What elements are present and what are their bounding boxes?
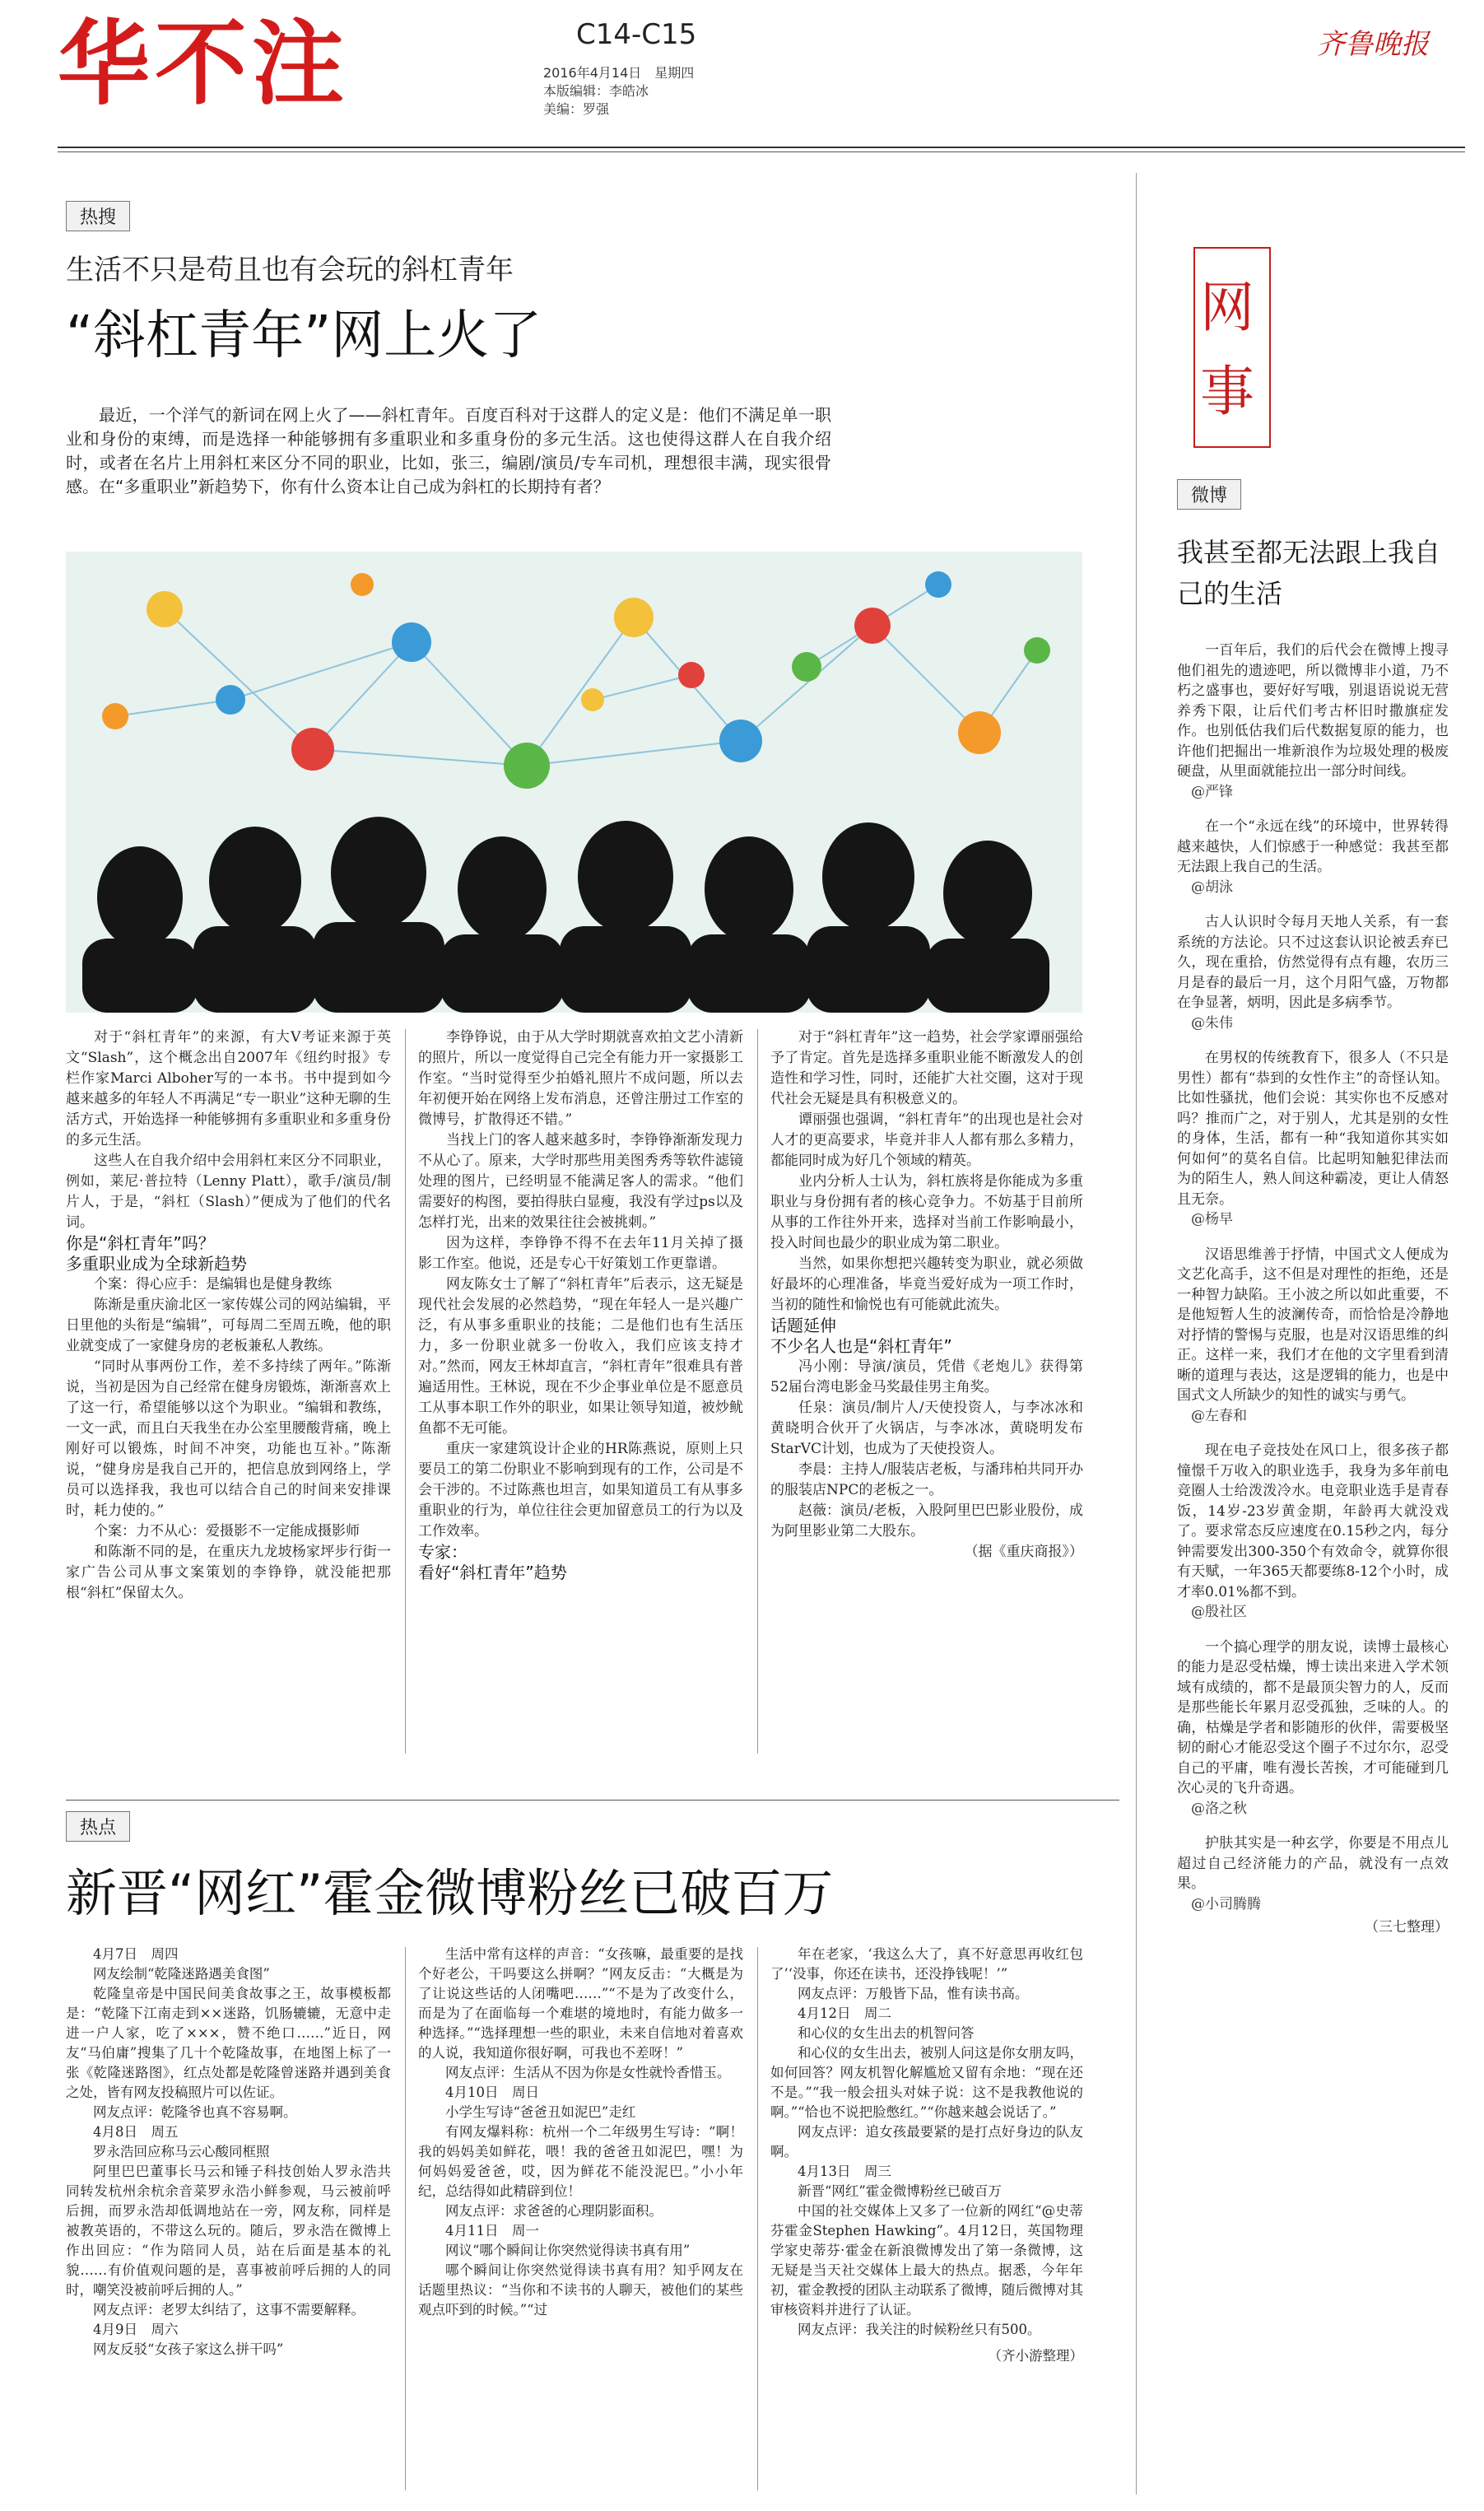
source-credit: （据《重庆商报》） <box>964 1544 1083 1560</box>
article-paragraph: 对于“斜杠青年”的来源，有大V考证来源于英文“Slash”，这个概念出自2007年《纽约时报》专栏作家Marci Alboher写的一本书。书中提到如今越来越多的年轻人不再满足“专一职业”这种无聊的生活方式，开始选择一种能够拥有多重职业和多重身份的多元生活。 <box>66 1029 391 1148</box>
article-paragraph: 和陈渐不同的是，在重庆九龙坡杨家坪步行街一家广告公司从事文案策划的李铮铮，就没能把那根“斜杠”保留太久。 <box>66 1544 391 1601</box>
weibo-author: @严锋 <box>1191 783 1233 800</box>
article-paragraph: 业内分析人士认为，斜杠族将是你能成为多重职业与身份拥有者的核心竞争力。不妨基于目前所从事的工作往外开来，选择对当前工作影响最小，投入时间也最少的职业成为第二职业。 <box>770 1173 1083 1251</box>
masthead-rule-thin <box>58 151 1465 152</box>
section-subhead: 你是“斜杠青年”吗？ <box>66 1233 215 1253</box>
diary-item-title: 网友绘制“乾隆迷路遇美食图” <box>93 1966 270 1982</box>
netizen-comment: 网友点评：老罗太纠结了，这事不需要解释。 <box>93 2302 365 2318</box>
article-paragraph: 重庆一家建筑设计企业的HR陈燕说，原则上只要员工的第二份职业不影响到现有的工作，公司是不会干涉的。不过陈燕也坦言，如果知道员工有从事多重职业的行为，单位往往会更加留意员工的行为以及工作效率。 <box>418 1441 743 1540</box>
article-paragraph: 和心仪的女生出去，被别人问这是你女朋友吗，如何回答？网友机智化解尴尬又留有余地：“现在还不是。”“我一般会扭头对妹子说：这不是我教他说的啊。”“恰也不说把脸憋红。”“你越来越会说话了。” <box>770 2045 1083 2120</box>
weibo-author: @杨早 <box>1191 1211 1233 1228</box>
diary-item-title: 新晋“网红”霍金微博粉丝已破百万 <box>798 2183 1002 2199</box>
article1-column-2 <box>418 1027 743 1583</box>
badge-char: 事 <box>1200 360 1254 423</box>
masthead <box>0 0 1484 136</box>
article-paragraph: 李晨：主持人/服装店老板，与潘玮柏共同开办的服装店NPC的老板之一。 <box>770 1461 1083 1498</box>
netizen-comment: 网友点评：万般皆下品，惟有读书高。 <box>798 1986 1029 2001</box>
diary-date: 4月12日 周二 <box>798 2006 891 2021</box>
article-paragraph: 网友陈女士了解了“斜杠青年”后表示，这无疑是现代社会发展的必然趋势，“现在年轻人一是兴趣广泛，有从事多重职业的技能；二是他们也有生活压力，多一份职业就多一份收入，我们应该支持才对。”然而，网友王林却直言，“斜杠青年”很难具有普遍适用性。王林说，现在不少企事业单位是不愿意员工从事本职工作外的职业，如果让领导知道，被炒鱿鱼都不无可能。 <box>418 1276 743 1437</box>
network-silhouette-graphic <box>66 552 1082 1013</box>
section-subhead: 多重职业成为全球新趋势 <box>66 1254 247 1274</box>
article-paragraph: 生活中常有这样的声音：“女孩嘛，最重要的是找个好老公，干吗要这么拼啊？”网友反击：“大概是为了让说这些话的人闭嘴吧……”“不是为了改变什么，而是为了在面临每一个难堪的境地时，有能力做多一种选择。”“选择理想一些的职业，未来自信地对着喜欢的人说，我知道你很好啊，可我也不差呀！” <box>418 1946 743 2061</box>
sidebar-headline: 我甚至都无法跟上我自己的生活 <box>1177 537 1441 609</box>
sidebar-credit: （三七整理） <box>1365 1919 1449 1936</box>
weibo-post: 一个搞心理学的朋友说，读博士最核心的能力是忍受枯燥，博士读出来进入学术领域有成绩的，都不是最顶尖智力的人，反而是那些能长年累月忍受孤独，乏味的人。的确，枯燥是学者和影随形的伙伴，需要极坚韧的耐心才能忍受这个圈子不过尔尔，忍受自己的平庸，唯有漫长苦挨，才可能碰到几次心灵的飞升奇遇。 <box>1177 1638 1449 1796</box>
article-paragraph: 年在老家，‘我这么大了，真不好意思再收红包了’‘没事，你还在读书，还没挣钱呢！’” <box>770 1946 1083 1982</box>
section-tag-hotspot: 热点 <box>66 1811 130 1842</box>
netizen-comment: 网友点评：生活从不因为你是女性就怜香惜玉。 <box>445 2065 731 2080</box>
diary-date: 4月7日 周四 <box>93 1946 179 1962</box>
diary-item-title: 和心仪的女生出去的机智问答 <box>798 2025 975 2041</box>
article2-column-1 <box>66 1945 391 2360</box>
sidebar-column-badge <box>1193 247 1271 448</box>
article2-headline: 新晋“网红”霍金微博粉丝已破百万 <box>66 1863 834 1923</box>
netizen-comment: 网友点评：追女孩最要紧的是打点好身边的队友啊。 <box>770 2124 1083 2159</box>
article-paragraph: “同时从事两份工作，差不多持续了两年。”陈渐说，当初是因为自己经常在健身房锻炼，渐渐喜欢上了这一行，希望能够以这个为职业。“编辑和教练，一文一武，而且白天我坐在办公室里腰酸背痛，晚上刚好可以锻炼，时间不冲突，功能也互补。”陈渐说，“健身房是我自己开的，把信息放到网络上，学员可以选择我，我也可以结合自己的时间来安排课时，耗力使的。” <box>66 1358 391 1519</box>
weibo-post: 在男权的传统教育下，很多人（不只是男性）都有“恭到的女性作主”的奇怪认知。比如性骚扰，他们会说：其实你也不反感对吗？推而广之，对于别人，尤其是别的女性的身体，生活，都有一种“我知道你其实如何如何”的莫名自信。比起明知触犯律法而为的陌生人，熟人间这种霸凌，更让人倩怒且无奈。 <box>1177 1050 1449 1208</box>
masthead-rule <box>58 147 1465 148</box>
article-paragraph: 李铮铮说，由于从大学时期就喜欢拍文艺小清新的照片，所以一度觉得自己完全有能力开一家摄影工作室。“当时觉得至少拍婚礼照片不成问题，所以去年初便开始在网络上发布消息，还曾注册过工作室的微博号，扩散得还不错。” <box>418 1029 743 1128</box>
column-divider <box>405 1947 406 2490</box>
article-paragraph: 乾隆皇帝是中国民间美食故事之王，故事模板都是：“乾隆下江南走到××迷路，饥肠辘辘，无意中走进一户人家，吃了×××，赞不绝口……”近日，网友“马伯庸”搜集了几十个乾隆故事，在地图上标了一张《乾隆迷路图》，红点处都是乾隆曾迷路并遇到美食之处，皆有网友投稿照片可以佐证。 <box>66 1986 391 2100</box>
article-headline: “斜杠青年”网上火了 <box>66 305 542 366</box>
article-paragraph: 哪个瞬间让你突然觉得读书真有用？知乎网友在话题里热议：“当你和不读书的人聊天，被他们的某些观点吓到的时候。”“过 <box>418 2262 743 2318</box>
article-paragraph: 任泉：演员/制片人/天使投资人，与李冰冰和黄晓明合伙开了火锅店，与李冰冰，黄晓明发布StarVC计划，也成为了天使投资人。 <box>770 1400 1083 1457</box>
article-paragraph: 中国的社交媒体上又多了一位新的网红“@史蒂芬霍金Stephen Hawking”。4月12日，英国物理学家史蒂芬·霍金在新浪微博发出了第一条微博，这无疑是当天社交媒体上最大的热点。据悉，今年年初，霍金教授的团队主动联系了微博，随后微博对其审核资料并进行了认证。 <box>770 2203 1083 2318</box>
article-paragraph: 有网友爆料称：杭州一个二年级男生写诗：“啊！我的妈妈美如鲜花，喂！我的爸爸丑如泥巴，嘿！为何妈妈爱爸爸，哎，因为鲜花不能没泥巴。”小小年纪，总结得如此精辟到位！ <box>418 2124 743 2199</box>
article1-column-1 <box>66 1027 391 1604</box>
diary-date: 4月11日 周一 <box>445 2223 539 2238</box>
diary-item-title: 网友反驳“女孩子家这么拼干吗” <box>93 2341 284 2357</box>
article-paragraph: 赵薇：演员/老板，入股阿里巴巴影业股份，成为阿里影业第二大股东。 <box>770 1502 1083 1540</box>
netizen-comment: 网友点评：求爸爸的心理阴影面积。 <box>445 2203 663 2219</box>
article2-column-2 <box>418 1945 743 2320</box>
article-paragraph: 谭丽强也强调，“斜杠青年”的出现也是社会对人才的更高要求，毕竟并非人人都有那么多精力，都能同时成为好几个领域的精英。 <box>770 1111 1083 1169</box>
issue-date: 2016年4月14日 星期四 <box>543 65 695 81</box>
section-rule <box>66 1800 1119 1801</box>
weibo-author: @胡泳 <box>1191 878 1233 896</box>
section-subhead: 看好“斜杠青年”趋势 <box>418 1563 567 1582</box>
section-subhead: 专家： <box>418 1542 468 1562</box>
article2-column-3 <box>770 1945 1083 2366</box>
newspaper-logo: 齐鲁晚报 <box>1317 28 1429 61</box>
weibo-post-list <box>1177 641 1449 1938</box>
section-subhead: 话题延伸 <box>770 1316 836 1335</box>
diary-date: 4月10日 周日 <box>445 2085 539 2100</box>
column-divider <box>757 1947 758 2490</box>
diary-date: 4月8日 周五 <box>93 2124 179 2140</box>
article-paragraph: 个案：得心应手：是编辑也是健身教练 <box>94 1276 332 1293</box>
weibo-post: 汉语思维善于抒情，中国式文人便成为文艺化高手，这不但是对理性的拒绝，还是一种智力缺陷。王小波之所以如此重要，不是他短暂人生的波澜传奇，而恰恰是冷静地对抒情的警惕与克服，也是对汉语思维的纠正。这样一来，我们才在他的文字里看到清晰的道理与表达，这是逻辑的能力，也是中国式文人所缺少的知性的诚实与勇气。 <box>1177 1246 1449 1404</box>
section-title: 华不注 <box>58 11 349 118</box>
article-paragraph: 阿里巴巴董事长马云和锤子科技创始人罗永浩共同转发杭州余杭余音菜罗永浩小鲜参观，马云被前呼后拥，而罗永浩却低调地站在一旁，网友称，同样是被教英语的，不带这么玩的。随后，罗永浩在微博上作出回应：“作为陪同人员，站在后面是基本的礼貌……有价值观问题的是，喜事被前呼后拥的人的同时，嘲笑没被前呼后拥的人。” <box>66 2164 391 2298</box>
article-paragraph: 当找上门的客人越来越多时，李铮铮渐渐发现力不从心了。原来，大学时那些用美图秀秀等软件滤镜处理的图片，已经明显不能满足客人的需求。“他们需要好的构图，要拍得肤白显瘦，我没有学过ps以及怎样打光，出来的效果往往会被挑刺。” <box>418 1132 743 1231</box>
section-tag-weibo: 微博 <box>1177 479 1241 510</box>
diary-item-title: 小学生写诗“爸爸丑如泥巴”走红 <box>445 2104 636 2120</box>
article-paragraph: 这些人在自我介绍中会用斜杠来区分不同职业，例如，莱尼·普拉特（Lenny Platt），歌手/演员/制片人，于是，“斜杠（Slash）”便成为了他们的代名词。 <box>66 1153 391 1231</box>
article-paragraph: 冯小刚：导演/演员，凭借《老炮儿》获得第52届台湾电影金马奖最佳男主角奖。 <box>770 1358 1083 1395</box>
weibo-author: @殷社区 <box>1191 1604 1247 1620</box>
weibo-author: @朱伟 <box>1191 1014 1233 1032</box>
weibo-post: 古人认识时令每月天地人关系，有一套系统的方法论。只不过这套认识论被丢弃已久，现在重拾，仿然觉得有点有趣，农历三月是春的最后一月，这个月阳气盛，万物都在争显著，炳明，因此是多病季节。 <box>1177 914 1449 1011</box>
weibo-author: @洛之秋 <box>1191 1800 1247 1817</box>
diary-item-title: 网议“哪个瞬间让你突然觉得读书真有用” <box>445 2243 691 2258</box>
article-paragraph: 因为这样，李铮铮不得不在去年11月关掉了摄影工作室。他说，还是专心干好策划工作更靠谱。 <box>418 1235 743 1272</box>
article2-credit: （齐小游整理） <box>988 2348 1083 2364</box>
weibo-author: @小司腾腾 <box>1191 1895 1261 1912</box>
netizen-comment: 网友点评：我关注的时候粉丝只有500。 <box>798 2322 1041 2337</box>
weibo-post: 现在电子竞技处在风口上，很多孩子都憧憬千万收入的职业选手，我身为多年前电竞圈人士给泼泼冷水。电竞职业选手是青春饭，14岁-23岁黄金期，年龄再大就没戏了。要求常态反应速度在0.15秒之内，每分钟需要发出300-350个有效命令，就算你很有天赋，一年365天都要练8-12个小时，成才率0.01%都不到。 <box>1177 1442 1449 1600</box>
weibo-post: 护肤其实是一种玄学，你要是不用点儿超过自己经济能力的产品，就没有一点效果。 <box>1177 1835 1449 1892</box>
article-paragraph: 个案：力不从心：爱摄影不一定能成摄影师 <box>94 1523 360 1540</box>
sidebar-divider <box>1136 173 1137 2495</box>
diary-item-title: 罗永浩回应称马云心酸同框照 <box>93 2144 270 2159</box>
article-paragraph: 陈渐是重庆渝北区一家传媒公司的网站编辑，平日里他的头衔是“编辑”，可每周二至周五晚，他的职业就变成了一家健身房的老板兼私人教练。 <box>66 1297 391 1354</box>
article-subtitle: 生活不只是苟且也有会玩的斜杠青年 <box>66 254 514 287</box>
editor-credit: 本版编辑：李皓冰 <box>543 83 649 99</box>
designer-credit: 美编：罗强 <box>543 101 610 117</box>
article-paragraph: 当然，如果你想把兴趣转变为职业，就必须做好最坏的心理准备，毕竟当爱好成为一项工作时，当初的随性和愉悦也有可能就此流失。 <box>770 1256 1083 1313</box>
diary-date: 4月13日 周三 <box>798 2164 891 2179</box>
article-paragraph: 对于“斜杠青年”这一趋势，社会学家谭丽强给予了肯定。首先是选择多重职业能不断激发人的创造性和学习性，同时，还能扩大社交圈，这对于现代社会无疑是具有积极意义的。 <box>770 1029 1083 1107</box>
page-range: C14-C15 <box>576 18 697 51</box>
weibo-author: @左春和 <box>1191 1407 1247 1424</box>
article1-column-3 <box>770 1027 1083 1563</box>
column-divider <box>757 1029 758 1754</box>
column-divider <box>405 1029 406 1754</box>
slash-youth-illustration <box>66 552 1082 1013</box>
weibo-post: 一百年后，我们的后代会在微博上搜寻他们祖先的遗迹吧，所以微博非小道，乃不朽之盛事也，要好好写哦，别退语说说无营养秀下限，让后代们考古杯旧时撒旗症发作。也别低估我们后代数据复原的能力，也许他们把掘出一堆新浪作为垃圾处理的极废硬盘，从里面就能拉出一部分时间线。 <box>1177 642 1449 780</box>
badge-char: 网 <box>1200 276 1254 339</box>
diary-date: 4月9日 周六 <box>93 2322 179 2337</box>
article-lead: 最近，一个洋气的新词在网上火了——斜杠青年。百度百科对于这群人的定义是：他们不满足单一职业和身份的束缚，而是选择一种能够拥有多重职业和多重身份的多元生活。这也使得这群人在自我介绍时，或者在名片上用斜杠来区分不同的职业，比如，张三，编剧/演员/专车司机，理想很丰满，现实很骨感。在“多重职业”新趋势下，你有什么资本让自己成为斜杠的长期持有者？ <box>66 405 831 496</box>
netizen-comment: 网友点评：乾隆爷也真不容易啊。 <box>93 2104 297 2120</box>
weibo-post: 在一个“永远在线”的环境中，世界转得越来越快，人们惊感于一种感觉：我甚至都无法跟上我自己的生活。 <box>1177 818 1449 875</box>
section-tag-hot-search: 热搜 <box>66 201 130 231</box>
section-subhead: 不少名人也是“斜杠青年” <box>770 1336 952 1356</box>
